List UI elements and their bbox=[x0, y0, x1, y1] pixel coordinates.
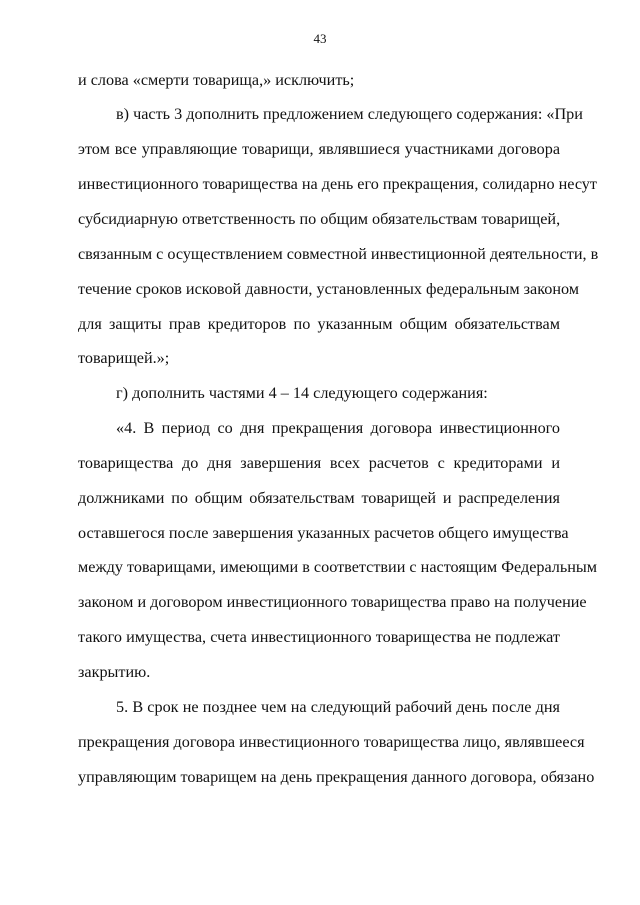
text-line-8: для защиты прав кредиторов по указанным общим обязательствам bbox=[78, 315, 560, 333]
text-line-15: между товарищами, имеющими в соответствии с настоящим Федеральным bbox=[78, 558, 598, 576]
text-line-12: товарищества до дня завершения всех расчетов с кредиторами и bbox=[78, 454, 560, 472]
text-line-1: и слова «смерти товарища,» исключить; bbox=[78, 71, 355, 89]
text-line-2: в) часть 3 дополнить предложением следующего содержания: «При bbox=[116, 105, 583, 123]
text-line-10: г) дополнить частями 4 – 14 следующего содержания: bbox=[116, 384, 488, 402]
text-line-20: прекращения договора инвестиционного товарищества лицо, являвшееся bbox=[78, 733, 585, 751]
text-line-17: такого имущества, счета инвестиционного товарищества не подлежат bbox=[78, 628, 560, 646]
text-line-21: управляющим товарищем на день прекращения данного договора, обязано bbox=[78, 768, 595, 786]
page-number: 43 bbox=[313, 31, 327, 46]
text-line-4: инвестиционного товарищества на день его прекращения, солидарно несут bbox=[78, 175, 597, 193]
text-line-18: закрытию. bbox=[78, 663, 151, 681]
text-line-11: «4. В период со дня прекращения договора инвестиционного bbox=[116, 419, 560, 437]
text-line-14: оставшегося после завершения указанных расчетов общего имущества bbox=[78, 524, 569, 542]
text-line-6: связанным с осуществлением совместной инвестиционной деятельности, в bbox=[78, 245, 599, 263]
text-line-5: субсидиарную ответственность по общим обязательствам товарищей, bbox=[78, 210, 561, 228]
text-line-19: 5. В срок не позднее чем на следующий рабочий день после дня bbox=[116, 698, 560, 716]
text-line-16: законом и договором инвестиционного товарищества право на получение bbox=[78, 593, 587, 611]
text-line-13: должниками по общим обязательствам товарищей и распределения bbox=[78, 489, 560, 507]
text-line-3: этом все управляющие товарищи, являвшиеся участниками договора bbox=[78, 140, 560, 158]
text-line-9: товарищей.»; bbox=[78, 349, 170, 367]
text-line-7: течение сроков исковой давности, установленных федеральным законом bbox=[78, 280, 580, 298]
